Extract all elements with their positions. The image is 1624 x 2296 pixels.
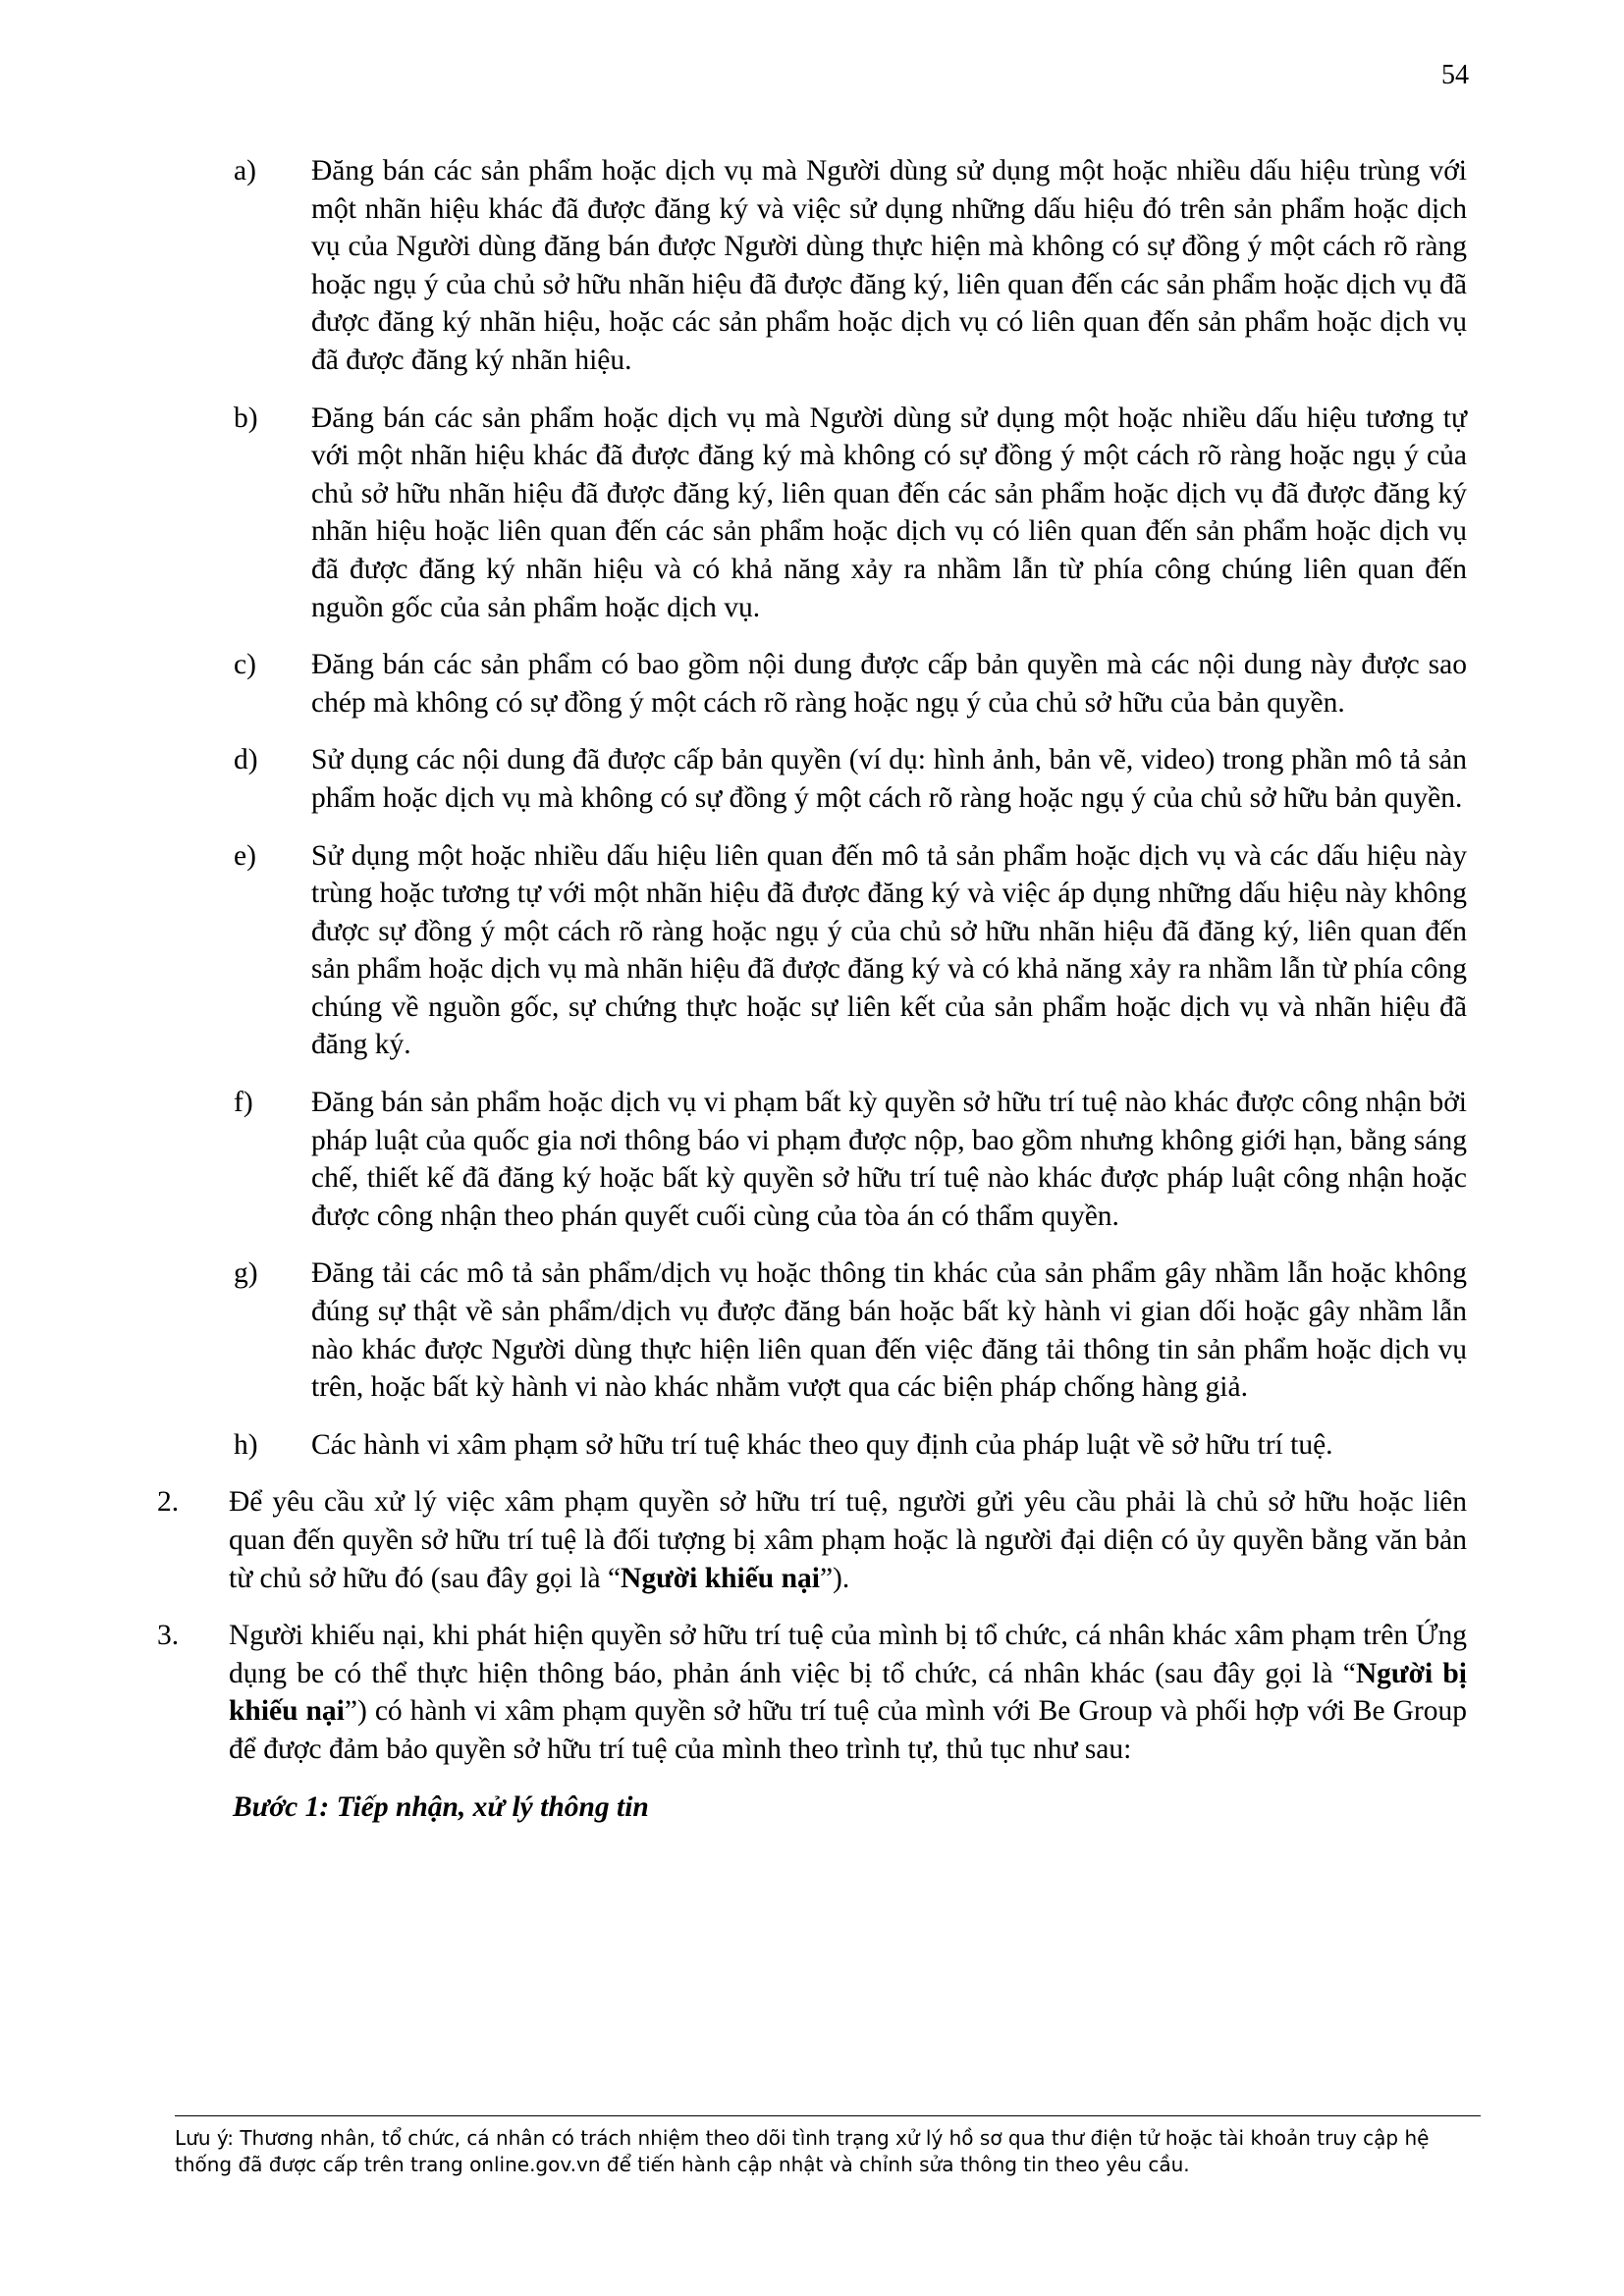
list-item-c: [157, 646, 1467, 721]
list-marker: f): [234, 1087, 253, 1119]
page-number: 54: [1441, 60, 1469, 90]
list-marker: g): [234, 1257, 258, 1290]
list-item-h: [157, 1426, 1467, 1465]
text-run: ”).: [819, 1562, 850, 1594]
numbered-item-3: [157, 1617, 1467, 1768]
list-item-b: [157, 400, 1467, 627]
list-item-text: Đăng bán các sản phẩm có bao gồm nội dung được cấp bản quyền mà các nội dung này được sao chép mà không có sự đồng ý một cách rõ ràng hoặc ngụ ý của chủ sở hữu của bản quyền.: [311, 649, 1467, 719]
list-item-a: [157, 152, 1467, 380]
document-body: [157, 152, 1467, 1826]
list-marker: c): [234, 649, 256, 681]
list-marker: 3.: [157, 1620, 180, 1652]
list-marker: e): [234, 839, 256, 872]
list-item-text: Đăng bán sản phẩm hoặc dịch vụ vi phạm bất kỳ quyền sở hữu trí tuệ nào khác được công nhận bởi pháp luật của quốc gia nơi thông báo vi phạm được nộp, bao gồm nhưng không giới hạn, bằng sáng chế, thiết kế đã đăng ký hoặc bất kỳ quyền sở hữu trí tuệ nào khác được pháp luật công nhận hoặc được công nhận theo phán quyết cuối cùng của tòa án có thẩm quyền.: [311, 1087, 1467, 1232]
list-item-text: Đăng tải các mô tả sản phẩm/dịch vụ hoặc thông tin khác của sản phẩm gây nhầm lẫn hoặc không đúng sự thật về sản phẩm/dịch vụ được đăng bán hoặc bất kỳ hành vi gian dối hoặc gây nhầm lẫn nào khác được Người dùng thực hiện liên quan đến việc đăng tải thông tin sản phẩm hoặc dịch vụ trên, hoặc bất kỳ hành vi nào khác nhằm vượt qua các biện pháp chống hàng giả.: [311, 1257, 1467, 1404]
footer-divider: [175, 2115, 1481, 2116]
step-heading: Bước 1: Tiếp nhận, xử lý thông tin: [233, 1790, 649, 1823]
footer-note: Lưu ý: Thương nhân, tổ chức, cá nhân có trách nhiệm theo dõi tình trạng xử lý hồ sơ qua thư điện tử hoặc tài khoản truy cập hệ thống đã được cấp trên trang online.gov.vn để tiến hành cập nhật và chỉnh sửa thông tin theo yêu cầu.: [175, 2126, 1430, 2176]
list-item-text: Sử dụng các nội dung đã được cấp bản quyền (ví dụ: hình ảnh, bản vẽ, video) trong phần mô tả sản phẩm hoặc dịch vụ mà không có sự đồng ý một cách rõ ràng hoặc ngụ ý của chủ sở hữu bản quyền.: [311, 744, 1467, 814]
numbered-item-2: [157, 1483, 1467, 1597]
text-run: Người khiếu nại, khi phát hiện quyền sở hữu trí tuệ của mình bị tổ chức, cá nhân khác xâm phạm trên Ứng dụng be có thể thực hiện thông báo, phản ánh việc bị tổ chức, cá nhân khác (sau đây gọi là “: [229, 1620, 1467, 1689]
list-item-text: Đăng bán các sản phẩm hoặc dịch vụ mà Người dùng sử dụng một hoặc nhiều dấu hiệu trùng với một nhãn hiệu khác đã được đăng ký và việc sử dụng những dấu hiệu đó trên sản phẩm hoặc dịch vụ của Người dùng đăng bán được Người dùng thực hiện mà không có sự đồng ý một cách rõ ràng hoặc ngụ ý của chủ sở hữu nhãn hiệu đã được đăng ký, liên quan đến các sản phẩm hoặc dịch vụ đã được đăng ký nhãn hiệu, hoặc các sản phẩm hoặc dịch vụ có liên quan đến sản phẩm hoặc dịch vụ đã được đăng ký nhãn hiệu.: [311, 155, 1467, 376]
list-item-text: Sử dụng một hoặc nhiều dấu hiệu liên quan đến mô tả sản phẩm hoặc dịch vụ và các dấu hiệu này trùng hoặc tương tự với một nhãn hiệu đã được đăng ký và việc áp dụng những dấu hiệu này không được sự đồng ý một cách rõ ràng hoặc ngụ ý của chủ sở hữu nhãn hiệu đã đăng ký, liên quan đến sản phẩm hoặc dịch vụ mà nhãn hiệu đã được đăng ký và có khả năng xảy ra nhầm lẫn từ phía công chúng về nguồn gốc, sự chứng thực hoặc sự liên kết của sản phẩm hoặc dịch vụ và nhãn hiệu đã đăng ký.: [311, 839, 1467, 1061]
numbered-item-text: [229, 1483, 1467, 1597]
list-marker: d): [234, 744, 258, 776]
list-marker: b): [234, 401, 258, 434]
term-respondent: Người bị khiếu nại: [229, 1657, 1467, 1728]
list-marker: h): [234, 1428, 258, 1461]
list-item-text: Đăng bán các sản phẩm hoặc dịch vụ mà Người dùng sử dụng một hoặc nhiều dấu hiệu tương tự với một nhãn hiệu khác đã được đăng ký mà không có sự đồng ý một cách rõ ràng hoặc ngụ ý của chủ sở hữu nhãn hiệu đã được đăng ký, liên quan đến các sản phẩm hoặc dịch vụ đã được đăng ký nhãn hiệu hoặc liên quan đến các sản phẩm hoặc dịch vụ có liên quan đến sản phẩm hoặc dịch vụ đã được đăng ký nhãn hiệu và có khả năng xảy ra nhầm lẫn từ phía công chúng liên quan đến nguồn gốc của sản phẩm hoặc dịch vụ.: [311, 401, 1467, 623]
term-complainant: Người khiếu nại: [621, 1562, 820, 1594]
numbered-item-text: [229, 1617, 1467, 1768]
list-marker: 2.: [157, 1486, 180, 1519]
list-item-e: [157, 837, 1467, 1065]
text-run: Để yêu cầu xử lý việc xâm phạm quyền sở hữu trí tuệ, người gửi yêu cầu phải là chủ sở hữu hoặc liên quan đến quyền sở hữu trí tuệ là đối tượng bị xâm phạm hoặc là người đại diện có ủy quyền bằng văn bản từ chủ sở hữu đó (sau đây gọi là “: [229, 1486, 1467, 1594]
list-marker: a): [234, 155, 256, 187]
list-item-g: [157, 1255, 1467, 1406]
text-run: ”) có hành vi xâm phạm quyền sở hữu trí tuệ của mình với Be Group và phối hợp với Be Group để được đảm bảo quyền sở hữu trí tuệ của mình theo trình tự, thủ tục như sau:: [229, 1695, 1467, 1765]
list-item-text: Các hành vi xâm phạm sở hữu trí tuệ khác theo quy định của pháp luật về sở hữu trí tuệ.: [311, 1428, 1333, 1461]
list-item-f: [157, 1084, 1467, 1235]
list-item-d: [157, 741, 1467, 817]
